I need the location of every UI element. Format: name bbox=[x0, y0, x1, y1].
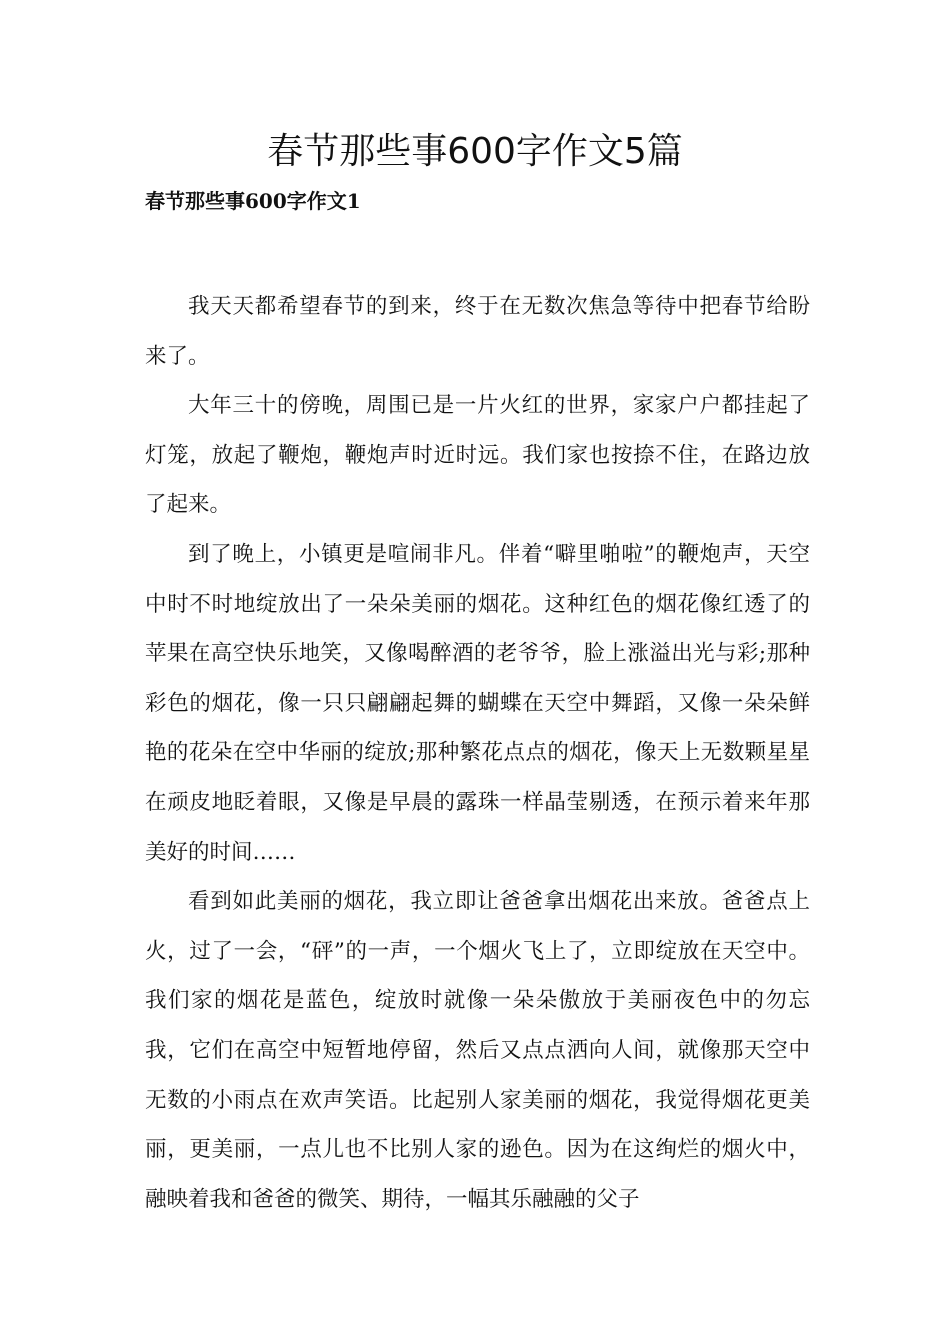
paragraph: 到了晚上，小镇更是喧闹非凡。伴着“噼里啪啦”的鞭炮声，天空中时不时地绽放出了一朵朵美丽的烟花。这种红色的烟花像红透了的苹果在高空快乐地笑，又像喝醉酒的老爷爷，脸上涨溢出光与彩;那种彩色的烟花，像一只只翩翩起舞的蝴蝶在天空中舞蹈，又像一朵朵鲜艳的花朵在空中华丽的绽放;那种繁花点点的烟花，像天上无数颗星星在顽皮地眨着眼，又像是早晨的露珠一样晶莹剔透，在预示着来年那美好的时间…… bbox=[145, 541, 810, 865]
document-title: 春节那些事600字作文5篇 bbox=[267, 131, 683, 172]
paragraph: 看到如此美丽的烟花，我立即让爸爸拿出烟花出来放。爸爸点上火，过了一会，“砰”的一声，一个烟火飞上了，立即绽放在天空中。我们家的烟花是蓝色，绽放时就像一朵朵傲放于美丽夜色中的勿忘我，它们在高空中短暂地停留，然后又点点洒向人间，就像那天空中无数的小雨点在欢声笑语。比起别人家美丽的烟花，我觉得烟花更美丽，更美丽，一点儿也不比别人家的逊色。因为在这绚烂的烟火中，融映着我和爸爸的微笑、期待，一幅其乐融融的父子 bbox=[145, 889, 810, 1212]
section-heading: 春节那些事600字作文1 bbox=[145, 189, 361, 213]
paragraph: 我天天都希望春节的到来，终于在无数次焦急等待中把春节给盼来了。 bbox=[145, 294, 810, 369]
paragraph: 大年三十的傍晚，周围已是一片火红的世界，家家户户都挂起了灯笼，放起了鞭炮，鞭炮声时近时远。我们家也按捺不住，在路边放了起来。 bbox=[145, 393, 810, 518]
article-body bbox=[145, 282, 810, 1224]
